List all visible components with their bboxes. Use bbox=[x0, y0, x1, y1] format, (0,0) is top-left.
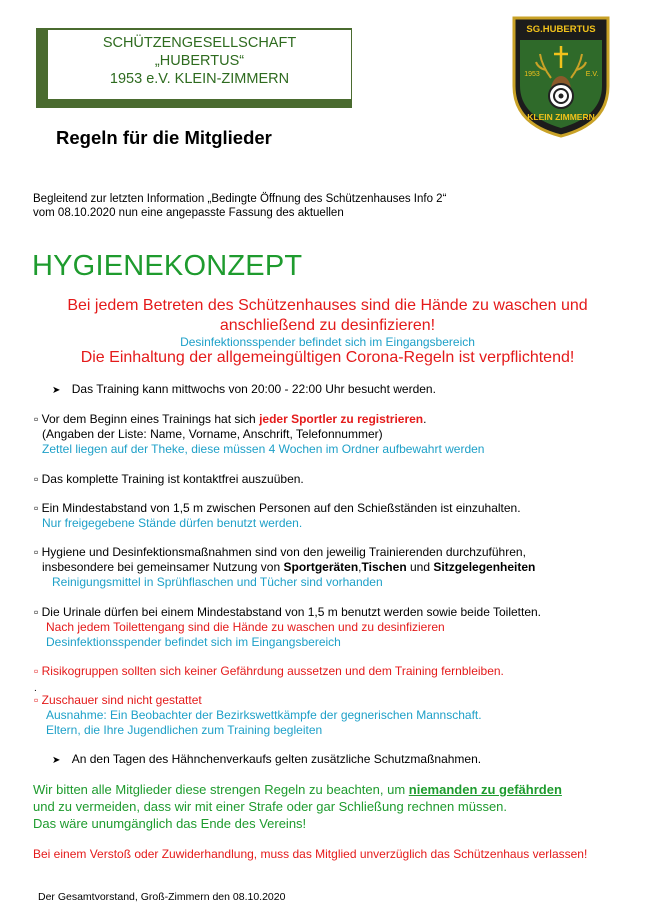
rule-hygiene-b1: Sportgeräten bbox=[283, 560, 359, 574]
logo-ev: E.V. bbox=[585, 71, 599, 78]
rule-training-time bbox=[52, 382, 436, 398]
rule-spectators bbox=[34, 693, 202, 708]
club-name-line1: SCHÜTZENGESELLSCHAFT bbox=[102, 35, 297, 51]
club-logo bbox=[512, 16, 610, 138]
notice-sub: Desinfektionsspender befindet sich im Eingangsbereich bbox=[180, 335, 475, 349]
checkbox-bullet-icon: ▫ bbox=[34, 664, 39, 678]
intro-line2: vom 08.10.2020 nun eine angepasste Fassung des aktuellen bbox=[33, 207, 344, 219]
rule-chicken bbox=[52, 752, 481, 768]
rule-register bbox=[34, 412, 426, 427]
logo-year: 1953 bbox=[524, 71, 540, 78]
checkbox-bullet-icon: ▫ bbox=[34, 472, 39, 486]
stray-dot: . bbox=[34, 683, 37, 694]
rule-training-time-text: Das Training kann mittwochs von 20:00 - 22:00 Uhr besucht werden. bbox=[71, 382, 436, 396]
intro-text bbox=[33, 192, 446, 220]
club-name-box bbox=[48, 30, 351, 99]
arrow-bullet-icon: ➤ bbox=[52, 755, 61, 766]
rule-register-post: . bbox=[423, 412, 427, 426]
closing-line1-bold: niemanden zu gefährden bbox=[408, 782, 562, 797]
closing-line2: und zu vermeiden, dass wir mit einer Strafe oder gar Schließung rechnen müssen. bbox=[33, 799, 508, 814]
rule-spectators-note2: Eltern, die Ihre Jugendlichen zum Training begleiten bbox=[46, 723, 323, 737]
logo-bottom-text: KLEIN ZIMMERN bbox=[527, 112, 595, 122]
rule-hygiene-b2: Tischen bbox=[361, 560, 407, 574]
rule-hygiene-line2-pre: insbesondere bei gemeinsamer Nutzung von bbox=[42, 560, 284, 574]
closing-line1-pre: Wir bitten alle Mitglieder diese strengen Regeln zu beachten, um bbox=[33, 782, 409, 797]
rule-urinal-text: Die Urinale dürfen bei einem Mindestabstand von 1,5 m benutzt werden sowie beide Toiletten. bbox=[41, 605, 542, 619]
rule-contactless bbox=[34, 472, 304, 487]
club-name-line3: 1953 e.V. KLEIN-ZIMMERN bbox=[109, 71, 290, 87]
rule-register-details: (Angaben der Liste: Name, Vorname, Anschrift, Telefonnummer) bbox=[42, 427, 383, 441]
rule-chicken-text: An den Tagen des Hähnchenverkaufs gelten zusätzliche Schutzmaßnahmen. bbox=[71, 752, 482, 766]
closing-line3: Das wäre unumgänglich das Ende des Vereins! bbox=[33, 816, 307, 831]
closing-line1 bbox=[33, 782, 562, 798]
intro-line1: Begleitend zur letzten Information „Bedingte Öffnung des Schützenhauses Info 2“ bbox=[33, 193, 447, 205]
checkbox-bullet-icon: ▫ bbox=[34, 545, 39, 559]
page-title: Regeln für die Mitglieder bbox=[56, 127, 272, 148]
rule-distance-text: Ein Mindestabstand von 1,5 m zwischen Personen auf den Schießständen ist einzuhalten. bbox=[41, 501, 521, 515]
notice-line2: anschließend zu desinfizieren! bbox=[219, 317, 436, 334]
arrow-bullet-icon: ➤ bbox=[52, 385, 61, 396]
rule-urinal-note: Nach jedem Toilettengang sind die Hände zu waschen und zu desinfizieren bbox=[46, 620, 445, 634]
checkbox-bullet-icon: ▫ bbox=[34, 412, 39, 426]
checkbox-bullet-icon: ▫ bbox=[34, 501, 39, 515]
rule-urinal-note2: Desinfektionsspender befindet sich im Eingangsbereich bbox=[46, 635, 341, 649]
rule-risk-text: Risikogruppen sollten sich keiner Gefährdung aussetzen und dem Training fernbleiben. bbox=[41, 664, 504, 678]
rule-risk bbox=[34, 664, 504, 679]
logo-top-text: SG.HUBERTUS bbox=[526, 24, 596, 35]
rule-hygiene-sep2: und bbox=[406, 560, 434, 574]
rule-register-pre: Vor dem Beginn eines Trainings hat sich bbox=[41, 412, 260, 426]
rule-hygiene-line2 bbox=[42, 560, 535, 575]
checkbox-bullet-icon: ▫ bbox=[34, 693, 39, 707]
club-name-line2: „HUBERTUS“ bbox=[154, 53, 245, 69]
rule-contactless-text: Das komplette Training ist kontaktfrei auszuüben. bbox=[41, 472, 304, 486]
rule-spectators-note1: Ausnahme: Ein Beobachter der Bezirkswettkämpfe der gegnerischen Mannschaft. bbox=[46, 708, 482, 722]
rule-hygiene-line1: Hygiene und Desinfektionsmaßnahmen sind von den jeweilig Trainierenden durchzuführen, bbox=[41, 545, 526, 559]
warning-text: Bei einem Verstoß oder Zuwiderhandlung, muss das Mitglied unverzüglich das Schützenhaus verlassen! bbox=[33, 847, 588, 861]
rule-distance-note: Nur freigegebene Stände dürfen benutzt werden. bbox=[42, 516, 303, 530]
rule-register-bold: jeder Sportler zu registrieren bbox=[259, 412, 424, 426]
hygiene-heading: HYGIENEKONZEPT bbox=[32, 250, 303, 282]
footer-signature: Der Gesamtvorstand, Groß-Zimmern den 08.10.2020 bbox=[38, 891, 286, 903]
checkbox-bullet-icon: ▫ bbox=[34, 605, 39, 619]
rule-register-note: Zettel liegen auf der Theke, diese müssen 4 Wochen im Ordner aufbewahrt werden bbox=[42, 442, 485, 456]
rule-hygiene-note: Reinigungsmittel in Sprühflaschen und Tücher sind vorhanden bbox=[52, 575, 383, 589]
notice-line3: Die Einhaltung der allgemeingültigen Corona-Regeln ist verpflichtend! bbox=[80, 349, 575, 366]
rule-hygiene-sep1: , bbox=[358, 560, 362, 574]
rule-urinal bbox=[34, 605, 541, 620]
rule-spectators-text: Zuschauer sind nicht gestattet bbox=[41, 693, 202, 707]
rule-hygiene bbox=[34, 545, 526, 560]
rule-distance bbox=[34, 501, 521, 516]
notice-line1: Bei jedem Betreten des Schützenhauses sind die Hände zu waschen und bbox=[67, 297, 588, 314]
rule-hygiene-b3: Sitzgelegenheiten bbox=[433, 560, 536, 574]
